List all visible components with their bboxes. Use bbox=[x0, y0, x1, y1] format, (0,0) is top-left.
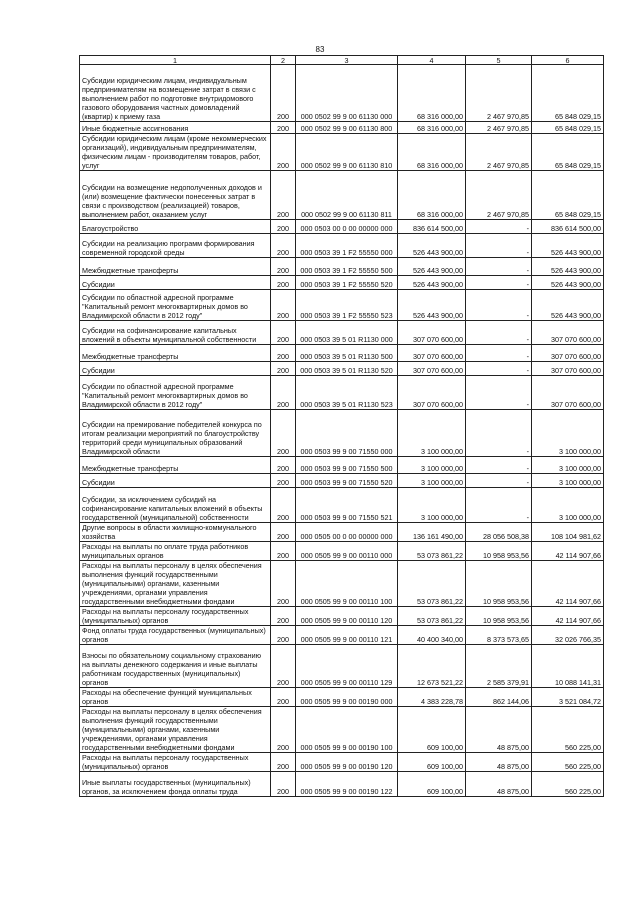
row-executed-amount: - bbox=[466, 258, 532, 276]
row-classifier: 000 0505 99 9 00 00190 120 bbox=[296, 753, 398, 772]
row-classifier: 000 0503 39 1 F2 55550 523 bbox=[296, 290, 398, 321]
row-code: 200 bbox=[271, 345, 296, 362]
row-executed-amount: 48 875,00 bbox=[466, 772, 532, 797]
row-remaining-amount: 307 070 600,00 bbox=[532, 362, 604, 376]
row-executed-amount: 862 144,06 bbox=[466, 688, 532, 707]
row-executed-amount: - bbox=[466, 345, 532, 362]
row-executed-amount: 10 958 953,56 bbox=[466, 607, 532, 626]
table-row bbox=[80, 474, 604, 488]
row-code: 200 bbox=[271, 523, 296, 542]
row-description: Субсидии юридическим лицам, индивидуальным предпринимателям на возмещение затрат в связи с выполнением работ по подготовке внутридомового газового оборудования частных домовладений (квартир) к приему газа bbox=[80, 65, 271, 122]
row-code: 200 bbox=[271, 688, 296, 707]
row-remaining-amount: 3 100 000,00 bbox=[532, 488, 604, 523]
row-executed-amount: - bbox=[466, 474, 532, 488]
row-plan-amount: 68 316 000,00 bbox=[398, 122, 466, 134]
row-description: Расходы на выплаты персоналу государственных (муниципальных) органов bbox=[80, 607, 271, 626]
table-row bbox=[80, 772, 604, 797]
row-classifier: 000 0505 99 9 00 00110 120 bbox=[296, 607, 398, 626]
row-executed-amount: 48 875,00 bbox=[466, 707, 532, 753]
row-description: Субсидии bbox=[80, 474, 271, 488]
table-row bbox=[80, 561, 604, 607]
row-plan-amount: 526 443 900,00 bbox=[398, 234, 466, 258]
table-row bbox=[80, 345, 604, 362]
table-row bbox=[80, 753, 604, 772]
row-plan-amount: 68 316 000,00 bbox=[398, 65, 466, 122]
row-remaining-amount: 526 443 900,00 bbox=[532, 258, 604, 276]
row-plan-amount: 526 443 900,00 bbox=[398, 290, 466, 321]
row-executed-amount: - bbox=[466, 234, 532, 258]
row-description: Субсидии на премирование победителей конкурса по итогам реализации мероприятий по благоустройству территорий среди муниципальных образований Владимирской области bbox=[80, 410, 271, 457]
row-code: 200 bbox=[271, 122, 296, 134]
table-row bbox=[80, 220, 604, 234]
row-executed-amount: 2 467 970,85 bbox=[466, 122, 532, 134]
row-executed-amount: 2 467 970,85 bbox=[466, 65, 532, 122]
row-remaining-amount: 836 614 500,00 bbox=[532, 220, 604, 234]
row-classifier: 000 0502 99 9 00 61130 800 bbox=[296, 122, 398, 134]
row-plan-amount: 136 161 490,00 bbox=[398, 523, 466, 542]
row-plan-amount: 307 070 600,00 bbox=[398, 376, 466, 410]
row-remaining-amount: 560 225,00 bbox=[532, 707, 604, 753]
row-classifier: 000 0505 00 0 00 00000 000 bbox=[296, 523, 398, 542]
table-row bbox=[80, 122, 604, 134]
row-classifier: 000 0502 99 9 00 61130 000 bbox=[296, 65, 398, 122]
table-row bbox=[80, 134, 604, 171]
row-description: Межбюджетные трансферты bbox=[80, 258, 271, 276]
row-code: 200 bbox=[271, 753, 296, 772]
row-plan-amount: 53 073 861,22 bbox=[398, 607, 466, 626]
row-code: 200 bbox=[271, 258, 296, 276]
table-row bbox=[80, 542, 604, 561]
row-remaining-amount: 3 521 084,72 bbox=[532, 688, 604, 707]
row-code: 200 bbox=[271, 362, 296, 376]
row-description: Субсидии юридическим лицам (кроме некоммерческих организаций), индивидуальным предпринимателям, физическим лицам - производителям товаров, работ, услуг bbox=[80, 134, 271, 171]
row-description: Расходы на обеспечение функций муниципальных органов bbox=[80, 688, 271, 707]
row-executed-amount: 2 467 970,85 bbox=[466, 171, 532, 220]
row-description: Субсидии bbox=[80, 276, 271, 290]
row-plan-amount: 40 400 340,00 bbox=[398, 626, 466, 645]
row-code: 200 bbox=[271, 626, 296, 645]
row-remaining-amount: 307 070 600,00 bbox=[532, 376, 604, 410]
row-executed-amount: 8 373 573,65 bbox=[466, 626, 532, 645]
row-description: Взносы по обязательному социальному страхованию на выплаты денежного содержания и иные выплаты работникам государственных (муниципальных) органов bbox=[80, 645, 271, 688]
page-number: 83 bbox=[315, 45, 325, 54]
column-header: 2 bbox=[271, 56, 296, 65]
row-plan-amount: 53 073 861,22 bbox=[398, 542, 466, 561]
row-classifier: 000 0503 39 5 01 R1130 523 bbox=[296, 376, 398, 410]
table-row bbox=[80, 523, 604, 542]
row-executed-amount: - bbox=[466, 276, 532, 290]
row-remaining-amount: 307 070 600,00 bbox=[532, 321, 604, 345]
row-classifier: 000 0503 39 5 01 R1130 500 bbox=[296, 345, 398, 362]
row-remaining-amount: 65 848 029,15 bbox=[532, 122, 604, 134]
row-plan-amount: 12 673 521,22 bbox=[398, 645, 466, 688]
row-code: 200 bbox=[271, 376, 296, 410]
row-classifier: 000 0503 39 1 F2 55550 000 bbox=[296, 234, 398, 258]
row-code: 200 bbox=[271, 542, 296, 561]
row-executed-amount: 28 056 508,38 bbox=[466, 523, 532, 542]
row-remaining-amount: 42 114 907,66 bbox=[532, 561, 604, 607]
row-plan-amount: 526 443 900,00 bbox=[398, 258, 466, 276]
row-code: 200 bbox=[271, 134, 296, 171]
row-remaining-amount: 65 848 029,15 bbox=[532, 65, 604, 122]
table-row bbox=[80, 488, 604, 523]
budget-table bbox=[79, 55, 604, 797]
row-classifier: 000 0505 99 9 00 00190 000 bbox=[296, 688, 398, 707]
row-classifier: 000 0503 99 9 00 71550 000 bbox=[296, 410, 398, 457]
row-description: Расходы на выплаты персоналу в целях обеспечения выполнения функций государственными (муниципальными) органами, казенными учреждениями, органами управления государственными внебюджетными фондами bbox=[80, 707, 271, 753]
row-plan-amount: 3 100 000,00 bbox=[398, 457, 466, 474]
row-plan-amount: 836 614 500,00 bbox=[398, 220, 466, 234]
row-code: 200 bbox=[271, 645, 296, 688]
row-executed-amount: 2 585 379,91 bbox=[466, 645, 532, 688]
row-classifier: 000 0502 99 9 00 61130 811 bbox=[296, 171, 398, 220]
row-classifier: 000 0503 39 5 01 R1130 000 bbox=[296, 321, 398, 345]
row-executed-amount: - bbox=[466, 362, 532, 376]
row-plan-amount: 307 070 600,00 bbox=[398, 362, 466, 376]
row-remaining-amount: 526 443 900,00 bbox=[532, 290, 604, 321]
row-description: Межбюджетные трансферты bbox=[80, 457, 271, 474]
row-plan-amount: 3 100 000,00 bbox=[398, 488, 466, 523]
row-code: 200 bbox=[271, 707, 296, 753]
column-header: 5 bbox=[466, 56, 532, 65]
row-remaining-amount: 32 026 766,35 bbox=[532, 626, 604, 645]
table-row bbox=[80, 258, 604, 276]
row-classifier: 000 0505 99 9 00 00190 100 bbox=[296, 707, 398, 753]
row-description: Субсидии на возмещение недополученных доходов и (или) возмещение фактически понесенных затрат в связи с производством (реализацией) товаров, выполнением работ, оказанием услуг bbox=[80, 171, 271, 220]
row-plan-amount: 307 070 600,00 bbox=[398, 321, 466, 345]
row-plan-amount: 609 100,00 bbox=[398, 707, 466, 753]
row-remaining-amount: 42 114 907,66 bbox=[532, 542, 604, 561]
row-classifier: 000 0503 39 1 F2 55550 520 bbox=[296, 276, 398, 290]
row-classifier: 000 0503 99 9 00 71550 521 bbox=[296, 488, 398, 523]
row-plan-amount: 307 070 600,00 bbox=[398, 345, 466, 362]
row-remaining-amount: 526 443 900,00 bbox=[532, 276, 604, 290]
row-remaining-amount: 307 070 600,00 bbox=[532, 345, 604, 362]
column-header: 1 bbox=[80, 56, 271, 65]
table-row bbox=[80, 171, 604, 220]
row-code: 200 bbox=[271, 234, 296, 258]
row-remaining-amount: 10 088 141,31 bbox=[532, 645, 604, 688]
row-description: Иные выплаты государственных (муниципальных) органов, за исключением фонда оплаты труда bbox=[80, 772, 271, 797]
table-row bbox=[80, 707, 604, 753]
row-description: Другие вопросы в области жилищно-коммунального хозяйства bbox=[80, 523, 271, 542]
row-executed-amount: - bbox=[466, 321, 532, 345]
table-row bbox=[80, 234, 604, 258]
row-classifier: 000 0503 39 1 F2 55550 500 bbox=[296, 258, 398, 276]
row-plan-amount: 3 100 000,00 bbox=[398, 474, 466, 488]
row-code: 200 bbox=[271, 488, 296, 523]
table-row bbox=[80, 276, 604, 290]
row-description: Субсидии bbox=[80, 362, 271, 376]
row-executed-amount: - bbox=[466, 457, 532, 474]
table-row bbox=[80, 457, 604, 474]
row-remaining-amount: 65 848 029,15 bbox=[532, 134, 604, 171]
row-classifier: 000 0505 99 9 00 00110 121 bbox=[296, 626, 398, 645]
row-classifier: 000 0505 99 9 00 00190 122 bbox=[296, 772, 398, 797]
row-code: 200 bbox=[271, 607, 296, 626]
column-header: 6 bbox=[532, 56, 604, 65]
row-description: Расходы на выплаты персоналу в целях обеспечения выполнения функций государственными (муниципальными) органами, казенными учреждениями, органами управления государственными внебюджетными фондами bbox=[80, 561, 271, 607]
row-description: Межбюджетные трансферты bbox=[80, 345, 271, 362]
row-executed-amount: - bbox=[466, 410, 532, 457]
row-code: 200 bbox=[271, 65, 296, 122]
row-plan-amount: 53 073 861,22 bbox=[398, 561, 466, 607]
row-plan-amount: 68 316 000,00 bbox=[398, 171, 466, 220]
row-remaining-amount: 560 225,00 bbox=[532, 753, 604, 772]
row-description: Благоустройство bbox=[80, 220, 271, 234]
row-remaining-amount: 108 104 981,62 bbox=[532, 523, 604, 542]
row-code: 200 bbox=[271, 171, 296, 220]
row-remaining-amount: 560 225,00 bbox=[532, 772, 604, 797]
row-classifier: 000 0503 00 0 00 00000 000 bbox=[296, 220, 398, 234]
row-executed-amount: - bbox=[466, 376, 532, 410]
row-classifier: 000 0503 99 9 00 71550 520 bbox=[296, 474, 398, 488]
table-row bbox=[80, 362, 604, 376]
row-executed-amount: 2 467 970,85 bbox=[466, 134, 532, 171]
table-header-row bbox=[80, 56, 604, 65]
table-row bbox=[80, 688, 604, 707]
row-description: Субсидии на софинансирование капитальных вложений в объекты муниципальной собственности bbox=[80, 321, 271, 345]
row-code: 200 bbox=[271, 276, 296, 290]
table-row bbox=[80, 65, 604, 122]
row-code: 200 bbox=[271, 321, 296, 345]
row-plan-amount: 4 383 228,78 bbox=[398, 688, 466, 707]
row-description: Субсидии по областной адресной программе "Капитальный ремонт многоквартирных домов во Владимирской области в 2012 году" bbox=[80, 376, 271, 410]
row-code: 200 bbox=[271, 220, 296, 234]
row-executed-amount: - bbox=[466, 290, 532, 321]
row-description: Расходы на выплаты персоналу государственных (муниципальных) органов bbox=[80, 753, 271, 772]
row-executed-amount: 48 875,00 bbox=[466, 753, 532, 772]
table-row bbox=[80, 607, 604, 626]
row-classifier: 000 0502 99 9 00 61130 810 bbox=[296, 134, 398, 171]
row-remaining-amount: 3 100 000,00 bbox=[532, 474, 604, 488]
row-executed-amount: - bbox=[466, 220, 532, 234]
row-code: 200 bbox=[271, 474, 296, 488]
row-plan-amount: 609 100,00 bbox=[398, 772, 466, 797]
row-classifier: 000 0505 99 9 00 00110 129 bbox=[296, 645, 398, 688]
row-plan-amount: 68 316 000,00 bbox=[398, 134, 466, 171]
row-remaining-amount: 3 100 000,00 bbox=[532, 457, 604, 474]
row-classifier: 000 0503 39 5 01 R1130 520 bbox=[296, 362, 398, 376]
column-header: 3 bbox=[296, 56, 398, 65]
row-executed-amount: 10 958 953,56 bbox=[466, 561, 532, 607]
table-row bbox=[80, 376, 604, 410]
row-remaining-amount: 42 114 907,66 bbox=[532, 607, 604, 626]
row-remaining-amount: 65 848 029,15 bbox=[532, 171, 604, 220]
row-executed-amount: 10 958 953,56 bbox=[466, 542, 532, 561]
row-description: Фонд оплаты труда государственных (муниципальных) органов bbox=[80, 626, 271, 645]
row-plan-amount: 526 443 900,00 bbox=[398, 276, 466, 290]
row-classifier: 000 0503 99 9 00 71550 500 bbox=[296, 457, 398, 474]
row-code: 200 bbox=[271, 772, 296, 797]
row-description: Субсидии, за исключением субсидий на софинансирование капитальных вложений в объекты государственной (муниципальной) собственности bbox=[80, 488, 271, 523]
column-header: 4 bbox=[398, 56, 466, 65]
row-remaining-amount: 526 443 900,00 bbox=[532, 234, 604, 258]
table-row bbox=[80, 645, 604, 688]
row-executed-amount: - bbox=[466, 488, 532, 523]
table-row bbox=[80, 321, 604, 345]
row-description: Субсидии по областной адресной программе "Капитальный ремонт многоквартирных домов во Владимирской области в 2012 году" bbox=[80, 290, 271, 321]
row-classifier: 000 0505 99 9 00 00110 000 bbox=[296, 542, 398, 561]
row-description: Субсидии на реализацию программ формирования современной городской среды bbox=[80, 234, 271, 258]
row-plan-amount: 609 100,00 bbox=[398, 753, 466, 772]
row-code: 200 bbox=[271, 410, 296, 457]
row-code: 200 bbox=[271, 457, 296, 474]
row-description: Иные бюджетные ассигнования bbox=[80, 122, 271, 134]
row-classifier: 000 0505 99 9 00 00110 100 bbox=[296, 561, 398, 607]
table-row bbox=[80, 626, 604, 645]
row-plan-amount: 3 100 000,00 bbox=[398, 410, 466, 457]
row-description: Расходы на выплаты по оплате труда работников муниципальных органов bbox=[80, 542, 271, 561]
row-remaining-amount: 3 100 000,00 bbox=[532, 410, 604, 457]
row-code: 200 bbox=[271, 290, 296, 321]
table-row bbox=[80, 410, 604, 457]
table-row bbox=[80, 290, 604, 321]
row-code: 200 bbox=[271, 561, 296, 607]
